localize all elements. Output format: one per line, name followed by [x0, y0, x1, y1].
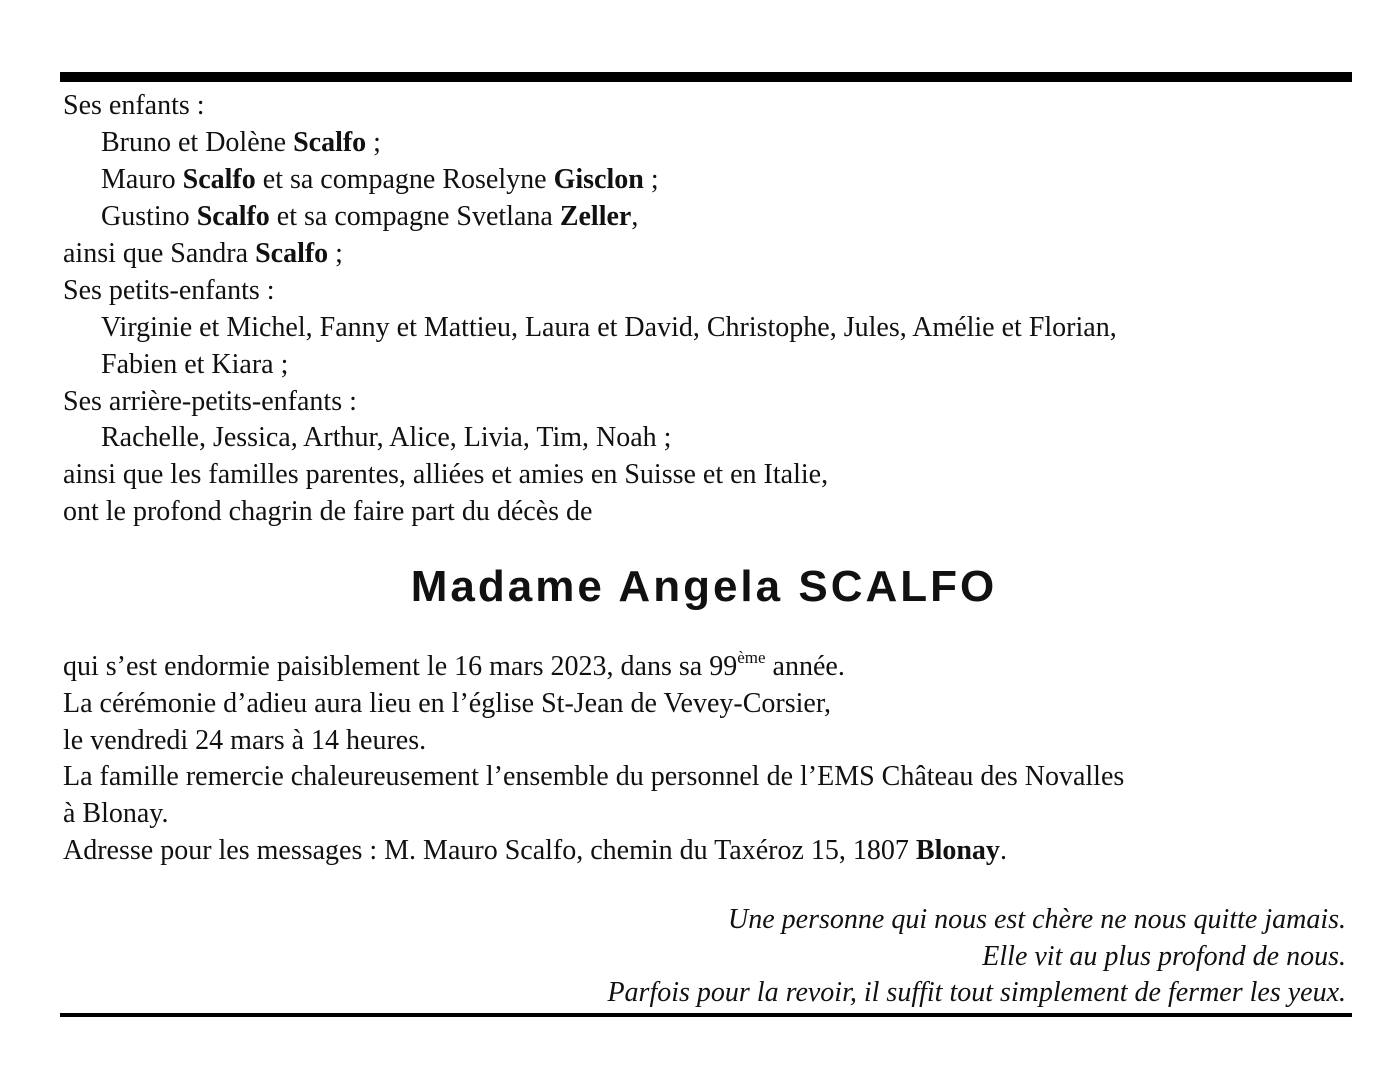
ceremony-line-1: La cérémonie d’adieu aura lieu en l’église St-Jean de Vevey-Corsier, — [63, 688, 832, 719]
address-post: . — [999, 835, 1007, 866]
child3-surname: Scalfo — [196, 201, 270, 232]
also-surname: Scalfo — [255, 238, 329, 269]
bottom-border-rule — [60, 1013, 1352, 1017]
grandchildren-heading: Ses petits-enfants : — [63, 275, 275, 306]
child2-partner-surname: Gisclon — [553, 164, 644, 195]
thanks-line-2: à Blonay. — [63, 798, 169, 829]
address-line — [63, 833, 1007, 869]
quote-line-3: Parfois pour la revoir, il suffit tout simplement de fermer les yeux. — [607, 977, 1346, 1008]
child2-post: ; — [643, 164, 659, 195]
child3-mid: et sa compagne Svetlana — [269, 201, 560, 232]
address-pre: Adresse pour les messages : M. Mauro Scalfo, chemin du Taxéroz 15, 1807 — [63, 835, 916, 866]
grandchildren-line-2: Fabien et Kiara ; — [101, 349, 289, 380]
quote-line-2: Elle vit au plus profond de nous. — [982, 941, 1346, 972]
child-line-3 — [101, 199, 638, 235]
children-heading: Ses enfants : — [63, 90, 205, 121]
death-ordinal-suffix: ème — [737, 648, 766, 667]
child1-surname: Scalfo — [293, 127, 367, 158]
announcement-line: ont le profond chagrin de faire part du décès de — [63, 496, 593, 527]
grandchildren-line-1: Virginie et Michel, Fanny et Mattieu, Laura et David, Christophe, Jules, Amélie et Florian, — [101, 312, 1117, 343]
child1-post: ; — [366, 127, 381, 158]
child3-partner-surname: Zeller — [559, 201, 632, 232]
deceased-name: Madame Angela SCALFO — [410, 562, 998, 611]
child2-mid: et sa compagne Roselyne — [255, 164, 554, 195]
child2-pre: Mauro — [101, 164, 183, 195]
death-line — [63, 649, 845, 688]
quote-line-1: Une personne qui nous est chère ne nous quitte jamais. — [728, 904, 1346, 935]
child3-pre: Gustino — [101, 201, 197, 232]
child3-post: , — [631, 201, 639, 232]
child-line-1 — [101, 125, 381, 161]
thanks-line-1: La famille remercie chaleureusement l’ensemble du personnel de l’EMS Château des Novalles — [63, 761, 1125, 792]
also-post: ; — [328, 238, 343, 269]
child-line-2 — [101, 162, 659, 198]
child2-surname: Scalfo — [182, 164, 256, 195]
great-grandchildren-line: Rachelle, Jessica, Arthur, Alice, Livia, Tim, Noah ; — [101, 422, 672, 453]
also-pre: ainsi que Sandra — [63, 238, 256, 269]
ceremony-line-2: le vendredi 24 mars à 14 heures. — [63, 725, 427, 756]
great-grandchildren-heading: Ses arrière-petits-enfants : — [63, 386, 357, 417]
top-border-rule — [60, 72, 1352, 82]
address-city: Blonay — [915, 835, 1000, 866]
child1-pre: Bruno et Dolène — [101, 127, 294, 158]
death-pre: qui s’est endormie paisiblement le 16 mars 2023, dans sa 99 — [63, 651, 738, 682]
relatives-line: ainsi que les familles parentes, alliées et amies en Suisse et en Italie, — [63, 459, 829, 490]
also-line — [63, 236, 343, 272]
death-post: année. — [765, 651, 845, 682]
